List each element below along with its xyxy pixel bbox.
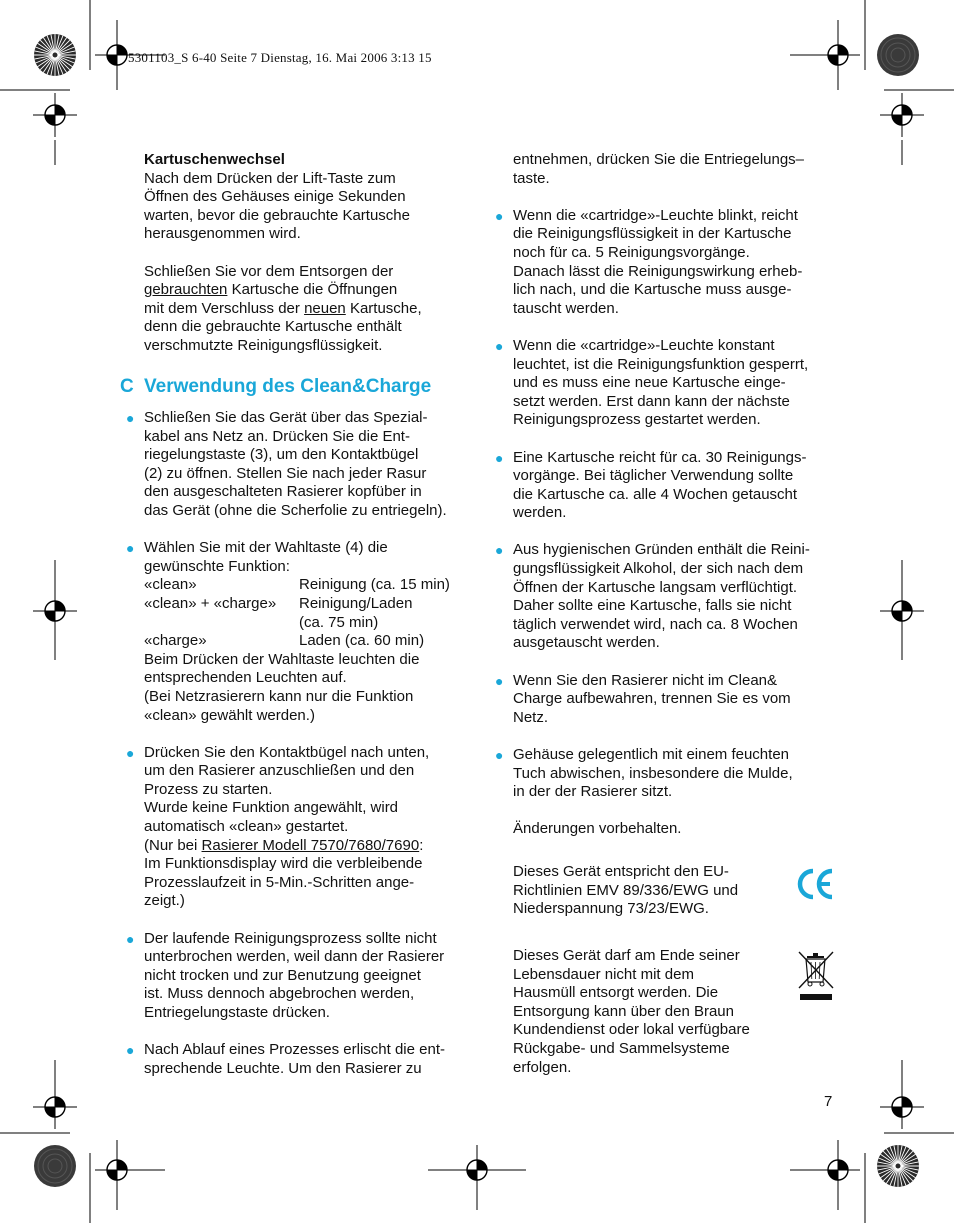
disposal-paragraph bbox=[144, 263, 474, 356]
text-line: (2) zu öffnen. Stellen Sie nach jeder Rasur bbox=[144, 464, 427, 482]
text-line: warten, bevor die gebrauchte Kartusche bbox=[144, 206, 410, 224]
text-line: noch für ca. 5 Reinigungsvorgänge. bbox=[513, 243, 750, 261]
text-line: Kundendienst oder lokal verfügbare bbox=[513, 1021, 750, 1039]
text-line: Wurde keine Funktion angewählt, wird bbox=[144, 799, 399, 817]
bullet-dot-icon: ● bbox=[495, 672, 504, 689]
section-title: Verwendung des Clean&Charge bbox=[144, 376, 432, 397]
underlined-text: neuen bbox=[304, 299, 346, 317]
list-item bbox=[126, 409, 474, 521]
text-line: in der der Rasierer sitzt. bbox=[513, 783, 673, 801]
text-line: werden. bbox=[513, 504, 567, 522]
text-line: taste. bbox=[513, 169, 550, 187]
text-line: verschmutzte Reinigungsflüssigkeit. bbox=[144, 336, 383, 354]
text-line: vorgänge. Bei täglicher Verwendung sollte bbox=[513, 467, 794, 485]
text-line: Entriegelungstaste drücken. bbox=[144, 1004, 330, 1021]
bullet-dot-icon: ● bbox=[126, 1042, 135, 1059]
list-item bbox=[495, 448, 843, 523]
text-line: Schließen Sie vor dem Entsorgen der bbox=[144, 262, 394, 280]
function-value: Laden (ca. 60 min) bbox=[299, 632, 425, 650]
function-key: «clean» + «charge» bbox=[144, 594, 277, 612]
list-item bbox=[495, 206, 843, 319]
text-line: Daher sollte eine Kartusche, falls sie nicht bbox=[513, 597, 792, 615]
section-letter: C bbox=[120, 376, 134, 397]
text-line: Danach lässt die Reinigungswirkung erheb- bbox=[513, 262, 803, 280]
printer-slug: 5301103_S 6-40 Seite 7 Dienstag, 16. Mai 2006 3:13 15 bbox=[128, 50, 432, 65]
text-line: täglich verwendet wird, nach ca. 8 Wochen bbox=[513, 615, 798, 633]
section-heading bbox=[120, 376, 431, 398]
text-line: unterbrochen werden, weil dann der Rasierer bbox=[144, 948, 445, 966]
text-line: Öffnen des Gehäuses einige Sekunden bbox=[144, 188, 406, 206]
text-line: Lebensdauer nicht mit dem bbox=[513, 965, 694, 983]
changes-note bbox=[513, 820, 843, 839]
text-line: setzt werden. Erst dann kann der nächste bbox=[513, 392, 790, 410]
text-fragment: Kartusche, bbox=[345, 299, 422, 317]
text-line: Prozesslaufzeit in 5-Min.-Schritten ange- bbox=[144, 873, 415, 891]
function-key bbox=[144, 614, 299, 633]
text-line: denn die gebrauchte Kartusche enthält bbox=[144, 318, 402, 336]
function-row bbox=[144, 614, 474, 633]
bullet-dot-icon: ● bbox=[495, 337, 504, 354]
text-line bbox=[144, 281, 474, 300]
text-line: sprechende Leuchte. Um den Rasierer zu bbox=[144, 1059, 422, 1077]
text-line: riegelungstaste (3), um den Kontaktbügel bbox=[144, 446, 419, 464]
list-item bbox=[126, 1041, 474, 1078]
list-item bbox=[495, 541, 843, 653]
text-line: automatisch «clean» gestartet. bbox=[144, 818, 349, 836]
cartridge-change-heading: Kartuschenwechsel bbox=[144, 151, 285, 168]
text-line: Wählen Sie mit der Wahltaste (4) die bbox=[144, 539, 388, 557]
left-column bbox=[144, 151, 474, 374]
function-row bbox=[144, 632, 474, 651]
function-key: «charge» bbox=[144, 632, 207, 650]
text-line: die Kartusche ca. alle 4 Wochen getauscht bbox=[513, 485, 798, 503]
text-line: Reinigungsprozess gestartet werden. bbox=[513, 411, 761, 429]
bullet-dot-icon: ● bbox=[126, 410, 135, 426]
text-line: erfolgen. bbox=[513, 1058, 572, 1076]
bullet-dot-icon: ● bbox=[126, 744, 135, 761]
crossed-out-wheelie-bin-icon bbox=[797, 950, 835, 1004]
text-line bbox=[144, 837, 474, 856]
text-line bbox=[144, 300, 474, 319]
text-line: gungsflüssigkeit Alkohol, der sich nach dem bbox=[513, 560, 804, 578]
text-line: Änderungen vorbehalten. bbox=[513, 820, 682, 838]
text-line: die Reinigungsflüssigkeit in der Kartusche bbox=[513, 225, 792, 243]
bullet-dot-icon: ● bbox=[495, 449, 504, 466]
page-number: 7 bbox=[824, 1093, 833, 1110]
text-line: Wenn die «cartridge»-Leuchte blinkt, reicht bbox=[513, 206, 798, 224]
bullet-dot-icon: ● bbox=[495, 542, 504, 559]
text-line: Tuch abwischen, insbesondere die Mulde, bbox=[513, 764, 793, 782]
text-line: Öffnen der Kartusche langsam verflüchtigt. bbox=[513, 578, 798, 596]
weee-disposal-text bbox=[513, 947, 793, 1077]
function-row bbox=[144, 576, 474, 595]
text-line: Wenn Sie den Rasierer nicht im Clean& bbox=[513, 671, 778, 689]
text-line: Wenn die «cartridge»-Leuchte konstant bbox=[513, 336, 775, 354]
right-column bbox=[495, 151, 843, 858]
left-column-bullets bbox=[126, 409, 474, 1097]
list-item bbox=[495, 746, 843, 802]
text-line: Prozess zu starten. bbox=[144, 780, 273, 798]
list-item bbox=[126, 539, 474, 725]
list-item bbox=[126, 929, 474, 1023]
text-line: um den Rasierer anzuschließen und den bbox=[144, 762, 415, 780]
list-item bbox=[495, 671, 843, 728]
ce-compliance-text bbox=[513, 863, 783, 919]
text-fragment: Kartusche die Öffnungen bbox=[227, 281, 398, 299]
text-line: Nach dem Drücken der Lift-Taste zum bbox=[144, 169, 396, 187]
text-line: Der laufende Reinigungsprozess sollte nicht bbox=[144, 929, 437, 947]
text-line: Beim Drücken der Wahltaste leuchten die bbox=[144, 650, 420, 668]
text-line: entnehmen, drücken Sie die Entriegelungs– bbox=[513, 151, 805, 168]
list-item bbox=[495, 336, 843, 430]
text-line: Nach Ablauf eines Prozesses erlischt die ent- bbox=[144, 1041, 445, 1059]
bullet-dot-icon: ● bbox=[126, 540, 135, 557]
text-line: ausgetauscht werden. bbox=[513, 634, 660, 652]
text-line: Drücken Sie den Kontaktbügel nach unten, bbox=[144, 743, 430, 761]
text-line: lich nach, und die Kartusche muss ausge- bbox=[513, 281, 792, 299]
text-line: Hausmüll entsorgt werden. Die bbox=[513, 984, 719, 1002]
text-line: zeigt.) bbox=[144, 892, 185, 910]
text-line: nicht trocken und zur Benutzung geeignet bbox=[144, 966, 421, 984]
underlined-text: gebrauchten bbox=[144, 281, 228, 299]
text-line: Gehäuse gelegentlich mit einem feuchten bbox=[513, 746, 790, 763]
text-line: kabel ans Netz an. Drücken Sie die Ent- bbox=[144, 427, 410, 445]
text-line: Dieses Gerät entspricht den EU- bbox=[513, 863, 729, 880]
text-line: Richtlinien EMV 89/336/EWG und bbox=[513, 881, 739, 899]
text-line: den ausgeschalteten Rasierer kopfüber in bbox=[144, 483, 422, 501]
text-line: Aus hygienischen Gründen enthält die Reini- bbox=[513, 541, 810, 559]
function-value: Reinigung (ca. 15 min) bbox=[299, 576, 450, 594]
bullet-dot-icon: ● bbox=[495, 207, 504, 224]
text-line: tauscht werden. bbox=[513, 299, 619, 317]
text-line: entsprechenden Leuchten auf. bbox=[144, 669, 347, 687]
text-line: Entsorgung kann über den Braun bbox=[513, 1002, 734, 1020]
continued-paragraph bbox=[513, 151, 843, 188]
bullet-dot-icon: ● bbox=[126, 930, 135, 947]
function-value: (ca. 75 min) bbox=[299, 613, 379, 631]
text-line: Niederspannung 73/23/EWG. bbox=[513, 900, 709, 918]
text-line: Netz. bbox=[513, 708, 549, 726]
text-line: (Bei Netzrasierern kann nur die Funktion bbox=[144, 687, 414, 705]
list-item bbox=[126, 743, 474, 911]
text-line: Charge aufbewahren, trennen Sie es vom bbox=[513, 690, 791, 708]
cartridge-change-block bbox=[144, 151, 474, 244]
text-line: ist. Muss dennoch abgebrochen werden, bbox=[144, 985, 415, 1003]
text-line: Eine Kartusche reicht für ca. 30 Reinigungs- bbox=[513, 448, 807, 466]
text-fragment: : bbox=[419, 836, 424, 854]
text-fragment: mit dem Verschluss der bbox=[144, 299, 305, 317]
text-line: gewünschte Funktion: bbox=[144, 557, 290, 575]
text-line: und es muss eine neue Kartusche einge- bbox=[513, 374, 786, 392]
function-value: Reinigung/Laden bbox=[299, 594, 413, 612]
ce-mark-icon bbox=[795, 866, 835, 902]
text-line: das Gerät (ohne die Scherfolie zu entriegeln). bbox=[144, 501, 447, 519]
text-line: Dieses Gerät darf am Ende seiner bbox=[513, 947, 740, 964]
text-line: Rückgabe- und Sammelsysteme bbox=[513, 1039, 730, 1057]
text-line: «clean» gewählt werden.) bbox=[144, 706, 315, 724]
text-line: Im Funktionsdisplay wird die verbleibende bbox=[144, 855, 423, 873]
text-fragment: (Nur bei bbox=[144, 836, 202, 854]
bullet-dot-icon: ● bbox=[495, 747, 504, 763]
underlined-text: Rasierer Modell 7570/7680/7690 bbox=[201, 836, 420, 854]
text-line: herausgenommen wird. bbox=[144, 225, 301, 243]
text-line: Schließen Sie das Gerät über das Spezial- bbox=[144, 409, 428, 426]
function-key: «clean» bbox=[144, 576, 197, 594]
function-row bbox=[144, 595, 474, 614]
text-line: leuchtet, ist die Reinigungsfunktion gesperrt, bbox=[513, 355, 809, 373]
